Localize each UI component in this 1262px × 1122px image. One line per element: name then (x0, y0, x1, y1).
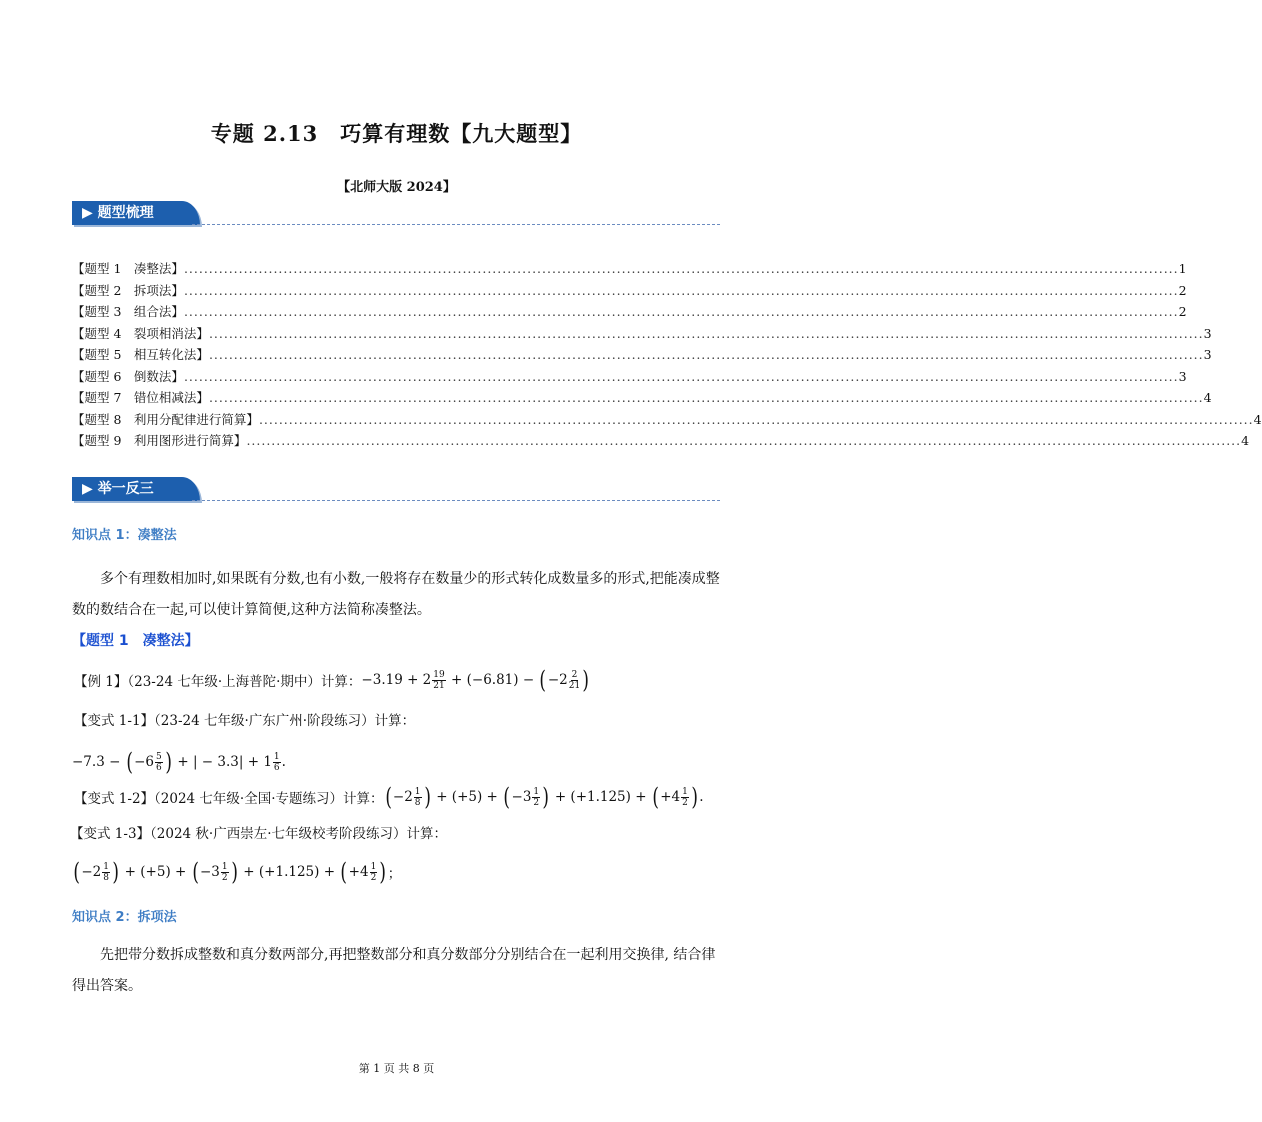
question (74, 785, 704, 809)
math-text: + (+1.125) + (239, 864, 340, 880)
numerator: 2 (571, 669, 578, 680)
math-fraction (681, 787, 689, 808)
numerator: 1 (221, 861, 228, 872)
math-fraction (414, 787, 422, 808)
math-paren: ( (192, 858, 199, 886)
toc-item-label: 【题型 9 利用图形进行简算】 (72, 433, 247, 448)
math-paren: ) (112, 858, 119, 886)
math-fraction (273, 752, 281, 773)
toc-item-page: 3 (1178, 368, 1187, 384)
toc-leader-dots: ........................................................................................................................................................................................................ (183, 304, 1179, 319)
math-paren: ) (691, 783, 698, 811)
math-text: + (+5) + (431, 789, 503, 805)
math-text: −6 (134, 754, 154, 770)
math-paren: ( (539, 666, 547, 694)
toc-item-label: 【题型 1 凑整法】 (72, 261, 184, 276)
toc-item-label: 【题型 7 错位相减法】 (72, 390, 209, 405)
math-fraction (155, 752, 163, 773)
knowledge-point-2-text: 先把带分数拆成整数和真分数两部分,再把整数部分和真分数部分分别结合在一起利用交换律, 结合律得出答案。 (72, 947, 716, 994)
math-fraction (532, 787, 540, 808)
page-title: 专题 2.13 巧算有理数【九大题型】 (210, 121, 583, 146)
math-paren: ( (384, 783, 392, 811)
math-paren: ) (231, 858, 238, 886)
numerator: 5 (155, 751, 162, 762)
math-text: + (+1.125) + (550, 789, 651, 805)
math-paren: ( (652, 783, 659, 811)
denominator: 21 (568, 680, 581, 691)
math-text: ； (387, 866, 402, 882)
practice-banner-label: ▶ 举一反三 (72, 477, 200, 501)
question-label: 【例 1】（23-24 七年级·上海普陀·期中）计算： (74, 674, 362, 690)
question-label: 【变式 1-1】（23-24 七年级·广东广州·阶段练习）计算： (74, 713, 416, 729)
math-text: + | − 3.3| + 1 (173, 754, 272, 770)
numerator: 1 (414, 786, 421, 797)
denominator: 8 (414, 797, 421, 808)
question (74, 709, 415, 729)
math-text: −3 (200, 864, 220, 880)
practice-banner (72, 477, 832, 503)
toc-item[interactable] (72, 344, 1212, 365)
math-paren: ( (73, 858, 80, 886)
question-expression (72, 750, 286, 774)
numerator: 1 (533, 786, 540, 797)
toc-banner (72, 201, 832, 227)
math-paren: ) (582, 666, 590, 694)
toc-item-label: 【题型 4 裂项相消法】 (72, 325, 209, 341)
toc-item[interactable] (72, 366, 1187, 387)
edition-label: 【北师大版 2024】 (337, 180, 456, 195)
toc-leader-dots: ........................................................................................................................................................................................................ (246, 433, 1242, 448)
numerator: 1 (103, 861, 110, 872)
toc-banner-label: ▶ 题型梳理 (72, 201, 200, 225)
math-text: + (−6.81) − (446, 672, 539, 688)
question-label: 【变式 1-2】（2024 七年级·全国·专题练习）计算： (74, 791, 384, 807)
numerator: 19 (433, 669, 445, 680)
knowledge-point-1-title: 知识点 1：凑整法 (72, 528, 177, 543)
toc-item[interactable] (72, 280, 1187, 301)
math-fraction (432, 670, 445, 691)
toc-leader-dots: ........................................................................................................................................................................................................ (258, 411, 1254, 427)
toc-item-page: 3 (1203, 347, 1212, 362)
math-text: + (+5) + (120, 864, 191, 880)
question-type-1-heading: 【题型 1 凑整法】 (72, 633, 199, 649)
math-text: +4 (348, 864, 369, 880)
toc-item-label: 【题型 6 倒数法】 (72, 368, 184, 384)
math-paren: ( (503, 783, 511, 811)
denominator: 2 (221, 872, 228, 883)
numerator: 1 (273, 751, 280, 762)
math-fraction (221, 862, 229, 883)
toc-item[interactable] (72, 258, 1187, 279)
math-fraction (102, 862, 110, 883)
toc-leader-dots: ........................................................................................................................................................................................................ (208, 347, 1204, 362)
math-paren: ( (126, 748, 133, 776)
toc-item-label: 【题型 2 拆项法】 (72, 282, 184, 298)
math-text: −2 (547, 672, 568, 688)
numerator: 1 (370, 861, 377, 872)
denominator: 6 (273, 762, 280, 773)
toc-item[interactable] (72, 387, 1212, 408)
math-paren: ( (340, 858, 348, 886)
toc-leader-dots: ........................................................................................................................................................................................................ (183, 261, 1179, 276)
math-text: −2 (81, 864, 102, 880)
math-paren: ) (542, 783, 550, 811)
math-text: −3 (511, 789, 532, 805)
toc-leader-dots: ........................................................................................................................................................................................................ (183, 282, 1179, 298)
denominator: 6 (155, 762, 162, 773)
page-footer: 第 1 页 共 8 页 (358, 1062, 435, 1075)
math-fraction (569, 670, 580, 691)
toc-leader-dots: ........................................................................................................................................................................................................ (208, 390, 1204, 405)
toc-item-label: 【题型 3 组合法】 (72, 304, 184, 319)
toc-item[interactable] (72, 430, 1250, 451)
math-paren: ) (165, 748, 172, 776)
math-fraction (370, 862, 378, 883)
math-text: −7.3 − (72, 754, 125, 770)
toc-item-label: 【题型 8 利用分配律进行简算】 (72, 411, 259, 427)
math-paren: ) (379, 858, 387, 886)
toc-item-page: 4 (1241, 433, 1250, 448)
numerator: 1 (682, 786, 688, 797)
denominator: 8 (103, 872, 110, 883)
denominator: 2 (370, 872, 377, 883)
toc-item[interactable] (72, 409, 1262, 430)
math-text: −3.19 + 2 (361, 672, 432, 688)
toc-item-page: 4 (1203, 390, 1212, 405)
math-text: −2 (392, 789, 413, 805)
toc-item[interactable] (72, 301, 1187, 322)
toc-item-page: 4 (1253, 411, 1262, 427)
toc-leader-dots: ........................................................................................................................................................................................................ (208, 325, 1204, 341)
math-text: +4 (660, 789, 681, 805)
question (70, 822, 447, 842)
toc-item[interactable] (72, 323, 1212, 344)
question (74, 668, 591, 692)
math-text: . (281, 754, 286, 770)
knowledge-point-2-title: 知识点 2：拆项法 (72, 910, 177, 925)
math-paren: ) (423, 783, 431, 811)
toc-leader-dots: ........................................................................................................................................................................................................ (183, 368, 1179, 384)
toc-item-page: 2 (1178, 304, 1187, 319)
math-text: . (699, 789, 704, 805)
denominator: 2 (682, 797, 688, 808)
toc-item-label: 【题型 5 相互转化法】 (72, 347, 209, 362)
toc-item-page: 2 (1178, 282, 1187, 298)
denominator: 2 (533, 797, 540, 808)
question-label: 【变式 1-3】（2024 秋·广西崇左·七年级校考阶段练习）计算： (70, 826, 448, 842)
denominator: 21 (433, 680, 445, 691)
toc-item-page: 3 (1203, 325, 1212, 341)
toc-item-page: 1 (1178, 261, 1187, 276)
knowledge-point-1-text: 多个有理数相加时,如果既有分数,也有小数,一般将存在数量少的形式转化成数量多的形式,把能凑成整数的数结合在一起,可以使计算简便,这种方法简称凑整法。 (72, 571, 720, 618)
question-expression (72, 860, 401, 884)
